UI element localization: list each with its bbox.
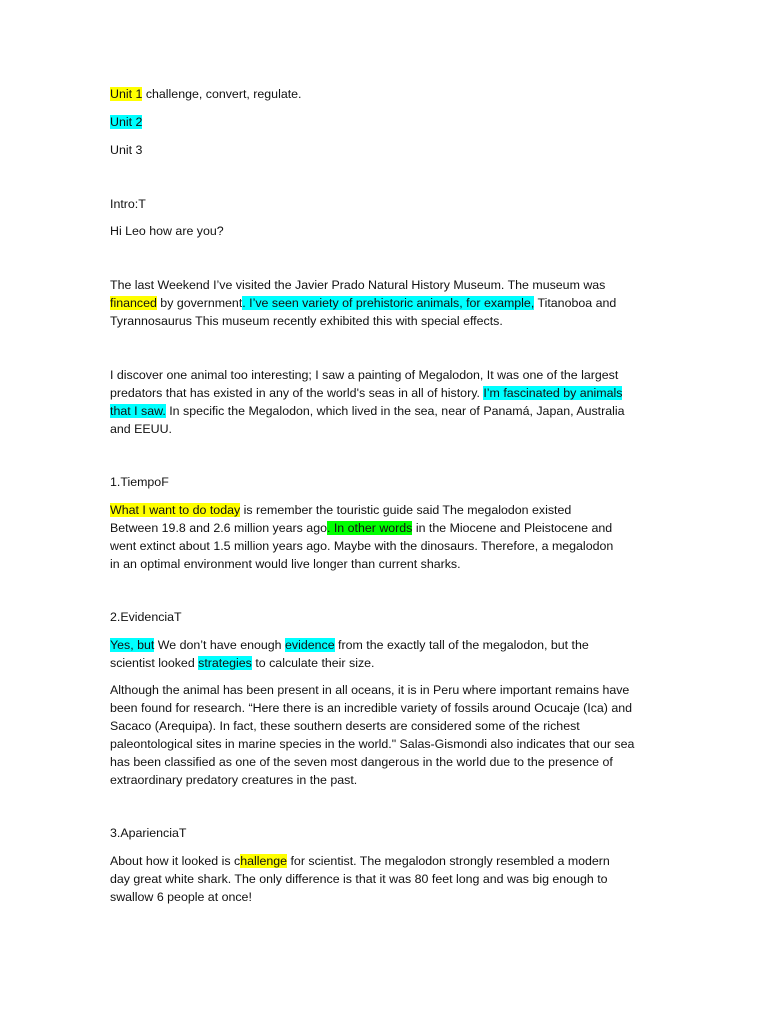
unit-3-label: Unit 3 bbox=[110, 143, 143, 157]
highlight-yes-but: Yes, but bbox=[110, 638, 155, 652]
highlight-financed: financed bbox=[110, 296, 157, 310]
text-span: Titanoboa and bbox=[534, 296, 617, 310]
text-span: for scientist. The megalodon strongly resembled a modern bbox=[287, 854, 610, 868]
text-span: from the exactly tall of the megalodon, but the bbox=[334, 638, 589, 652]
intro-p1-line-3: Tyrannosaurus This museum recently exhibited this with special effects. bbox=[110, 314, 503, 328]
evidencia-p2-line-5: has been classified as one of the seven most dangerous in the world due to the presence of bbox=[110, 755, 613, 769]
text-span: scientist looked bbox=[110, 656, 199, 670]
intro-p2-line-4: and EEUU. bbox=[110, 422, 172, 436]
intro-p2-line-2 bbox=[110, 385, 622, 401]
tiempo-line-2 bbox=[110, 520, 612, 536]
apariencia-line-1 bbox=[110, 853, 610, 869]
text-span: In specific the Megalodon, which lived in the sea, near of Panamá, Japan, Australia bbox=[165, 404, 625, 418]
apariencia-heading: 3.AparienciaT bbox=[110, 826, 187, 840]
unit-1-label: Unit 1 bbox=[110, 87, 143, 101]
highlight-challenge: hallenge bbox=[240, 854, 288, 868]
text-span: by government bbox=[156, 296, 243, 310]
text-span: Between 19.8 and 2.6 million years ago bbox=[110, 521, 327, 535]
highlight-variety: . I’ve seen variety of prehistoric animals, for example, bbox=[242, 296, 535, 310]
text-span: We don’t have enough bbox=[154, 638, 285, 652]
unit-1-line bbox=[110, 86, 302, 102]
evidencia-heading: 2.EvidenciaT bbox=[110, 610, 182, 624]
evidencia-line-1 bbox=[110, 637, 589, 653]
intro-p2-line-3 bbox=[110, 403, 625, 419]
text-span: About how it looked is c bbox=[110, 854, 241, 868]
text-span: predators that has existed in any of the world's seas in all of history. bbox=[110, 386, 484, 400]
highlight-fascinated: I’m fascinated by animals bbox=[483, 386, 623, 400]
apariencia-line-3: swallow 6 people at once! bbox=[110, 890, 252, 904]
tiempo-line-1 bbox=[110, 502, 571, 518]
unit-3-line bbox=[110, 142, 142, 158]
tiempo-line-4: in an optimal environment would live longer than current sharks. bbox=[110, 557, 461, 571]
unit-1-words: challenge, convert, regulate. bbox=[142, 87, 302, 101]
intro-p2-line-1: I discover one animal too interesting; I saw a painting of Megalodon, It was one of the largest bbox=[110, 368, 619, 382]
unit-2-line bbox=[110, 114, 142, 130]
text-span: to calculate their size. bbox=[251, 656, 375, 670]
evidencia-p2-line-6: extraordinary predatory creatures in the past. bbox=[110, 773, 358, 787]
evidencia-p2-line-3: Sacaco (Arequipa). In fact, these southern deserts are considered some of the richest bbox=[110, 719, 580, 733]
evidencia-p2-line-2: been found for research. “Here there is an incredible variety of fossils around Ocucaje (Ica) and bbox=[110, 701, 633, 715]
text-span: in the Miocene and Pleistocene and bbox=[412, 521, 613, 535]
highlight-what-i-want: What I want to do today bbox=[110, 503, 241, 517]
highlight-that-i-saw: that I saw. bbox=[110, 404, 166, 418]
evidencia-line-2 bbox=[110, 655, 374, 671]
highlight-evidence: evidence bbox=[285, 638, 335, 652]
text-span: is remember the touristic guide said The megalodon existed bbox=[240, 503, 572, 517]
apariencia-line-2: day great white shark. The only difference is that it was 80 feet long and was big enough to bbox=[110, 872, 608, 886]
intro-p1-line-2 bbox=[110, 295, 616, 311]
greeting: Hi Leo how are you? bbox=[110, 224, 224, 238]
evidencia-p2-line-1: Although the animal has been present in all oceans, it is in Peru where important remains have bbox=[110, 683, 630, 697]
tiempo-heading: 1.TiempoF bbox=[110, 475, 169, 489]
highlight-strategies: strategies bbox=[198, 656, 252, 670]
highlight-in-other-words: . In other words bbox=[326, 521, 413, 535]
intro-heading: Intro:T bbox=[110, 197, 146, 211]
evidencia-p2-line-4: paleontological sites in marine species in the world." Salas-Gismondi also indicates that our sea bbox=[110, 737, 635, 751]
intro-p1-line-1: The last Weekend I’ve visited the Javier Prado Natural History Museum. The museum was bbox=[110, 278, 606, 292]
unit-2-label: Unit 2 bbox=[110, 115, 143, 129]
tiempo-line-3: went extinct about 1.5 million years ago. Maybe with the dinosaurs. Therefore, a megalodon bbox=[110, 539, 614, 553]
